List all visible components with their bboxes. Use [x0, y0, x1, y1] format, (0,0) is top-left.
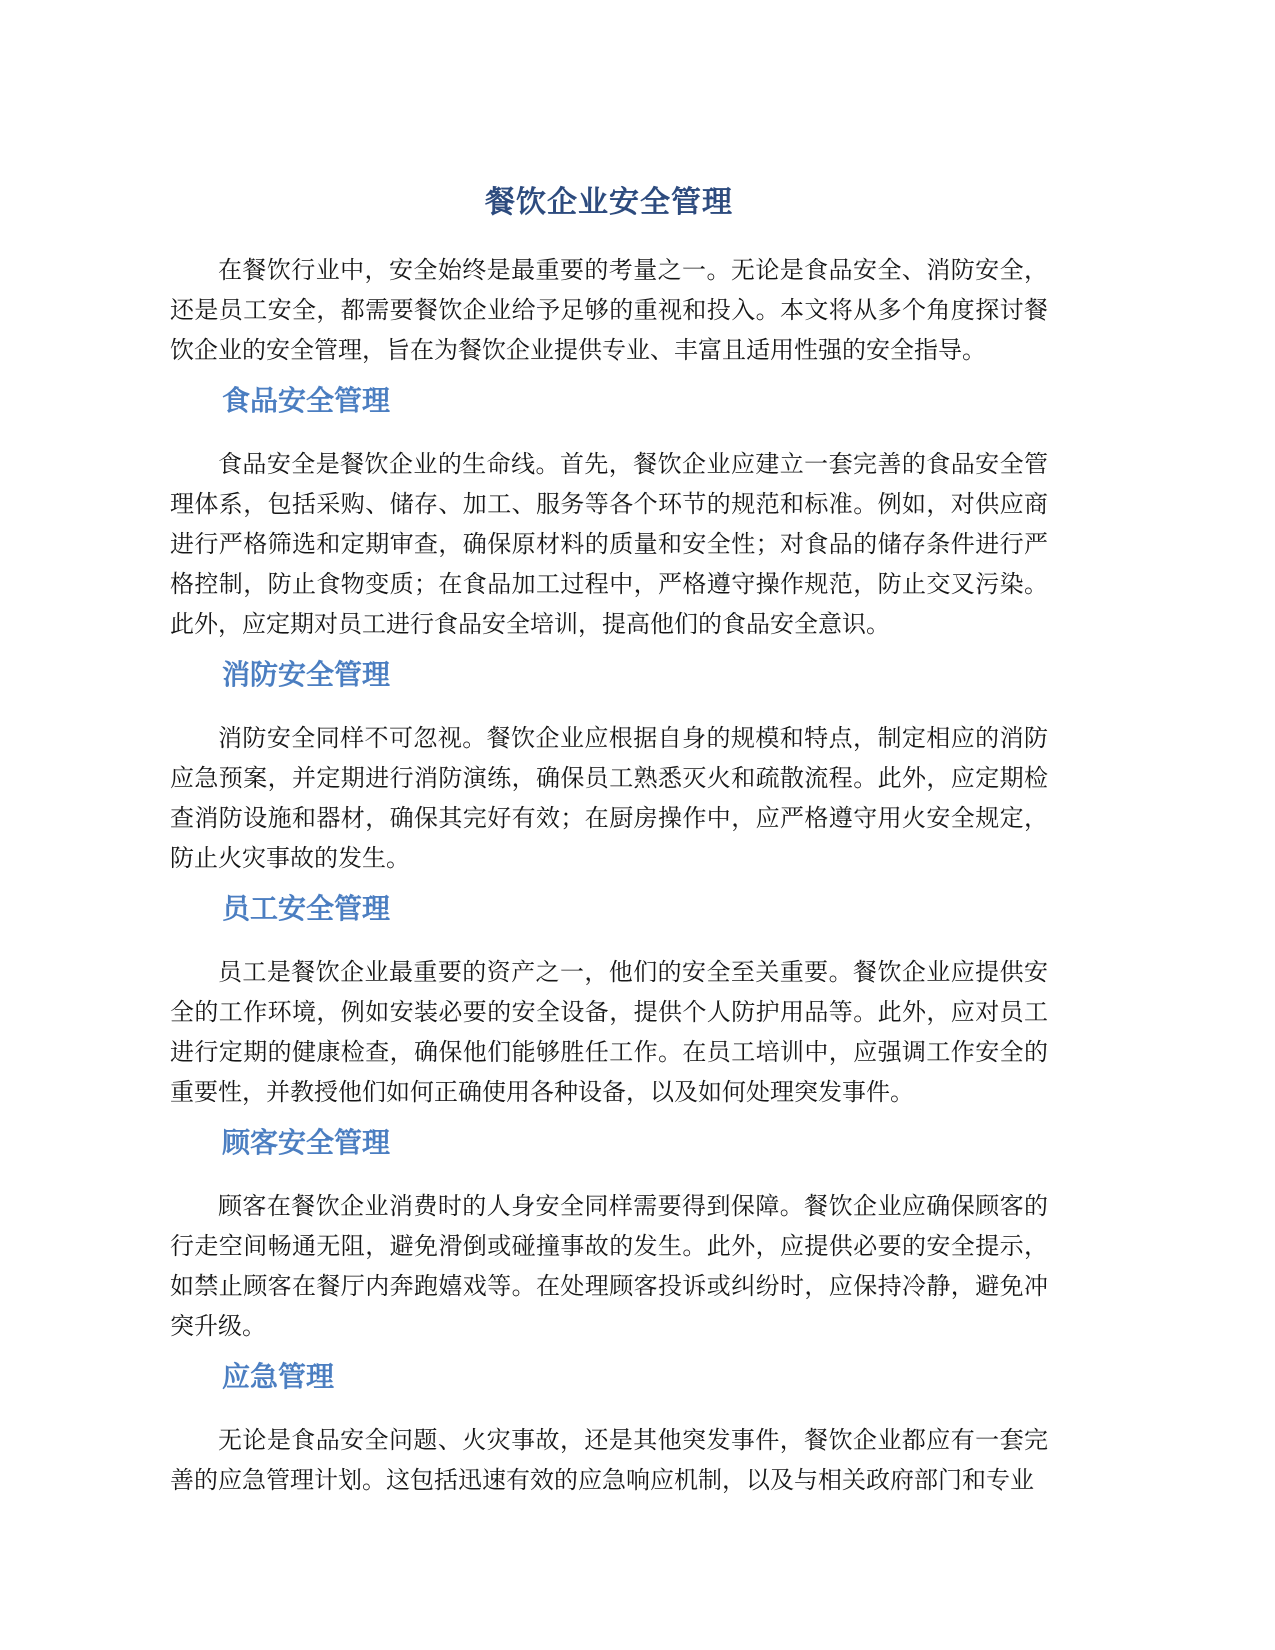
section-heading-employee-safety: 员工安全管理 [222, 893, 391, 924]
section-paragraph-fire-safety: 消防安全同样不可忽视。餐饮企业应根据自身的规模和特点，制定相应的消防应急预案，并定期进行消防演练，确保员工熟悉灭火和疏散流程。此外，应定期检查消防设施和器材，确保其完好有效；在厨房操作中，应严格遵守用火安全规定，防止火灾事故的发生。 [170, 726, 1048, 872]
section-heading-fire-safety: 消防安全管理 [222, 659, 391, 690]
document-title: 餐饮企业安全管理 [485, 186, 733, 219]
section-paragraph-customer-safety: 顾客在餐饮企业消费时的人身安全同样需要得到保障。餐饮企业应确保顾客的行走空间畅通无阻，避免滑倒或碰撞事故的发生。此外，应提供必要的安全提示，如禁止顾客在餐厅内奔跑嬉戏等。在处理顾客投诉或纠纷时，应保持冷静，避免冲突升级。 [170, 1194, 1048, 1340]
section-customer-safety [170, 1123, 1048, 1347]
section-emergency-management [170, 1357, 1048, 1501]
section-paragraph-emergency-management: 无论是食品安全问题、火灾事故，还是其他突发事件，餐饮企业都应有一套完善的应急管理计划。这包括迅速有效的应急响应机制，以及与相关政府部门和专业 [170, 1428, 1048, 1494]
intro-paragraph: 在餐饮行业中，安全始终是最重要的考量之一。无论是食品安全、消防安全，还是员工安全，都需要餐饮企业给予足够的重视和投入。本文将从多个角度探讨餐饮企业的安全管理，旨在为餐饮企业提供专业、丰富且适用性强的安全指导。 [170, 258, 1048, 364]
section-fire-safety [170, 655, 1048, 879]
section-paragraph-employee-safety: 员工是餐饮企业最重要的资产之一，他们的安全至关重要。餐饮企业应提供安全的工作环境，例如安装必要的安全设备，提供个人防护用品等。此外，应对员工进行定期的健康检查，确保他们能够胜任工作。在员工培训中，应强调工作安全的重要性，并教授他们如何正确使用各种设备，以及如何处理突发事件。 [170, 960, 1048, 1106]
section-heading-food-safety: 食品安全管理 [222, 385, 391, 416]
section-food-safety [170, 381, 1048, 645]
section-employee-safety [170, 889, 1048, 1113]
section-heading-customer-safety: 顾客安全管理 [222, 1127, 391, 1158]
section-heading-emergency-management: 应急管理 [222, 1361, 335, 1392]
section-paragraph-food-safety: 食品安全是餐饮企业的生命线。首先，餐饮企业应建立一套完善的食品安全管理体系，包括采购、储存、加工、服务等各个环节的规范和标准。例如，对供应商进行严格筛选和定期审查，确保原材料的质量和安全性；对食品的储存条件进行严格控制，防止食物变质；在食品加工过程中，严格遵守操作规范，防止交叉污染。此外，应定期对员工进行食品安全培训，提高他们的食品安全意识。 [170, 452, 1048, 638]
